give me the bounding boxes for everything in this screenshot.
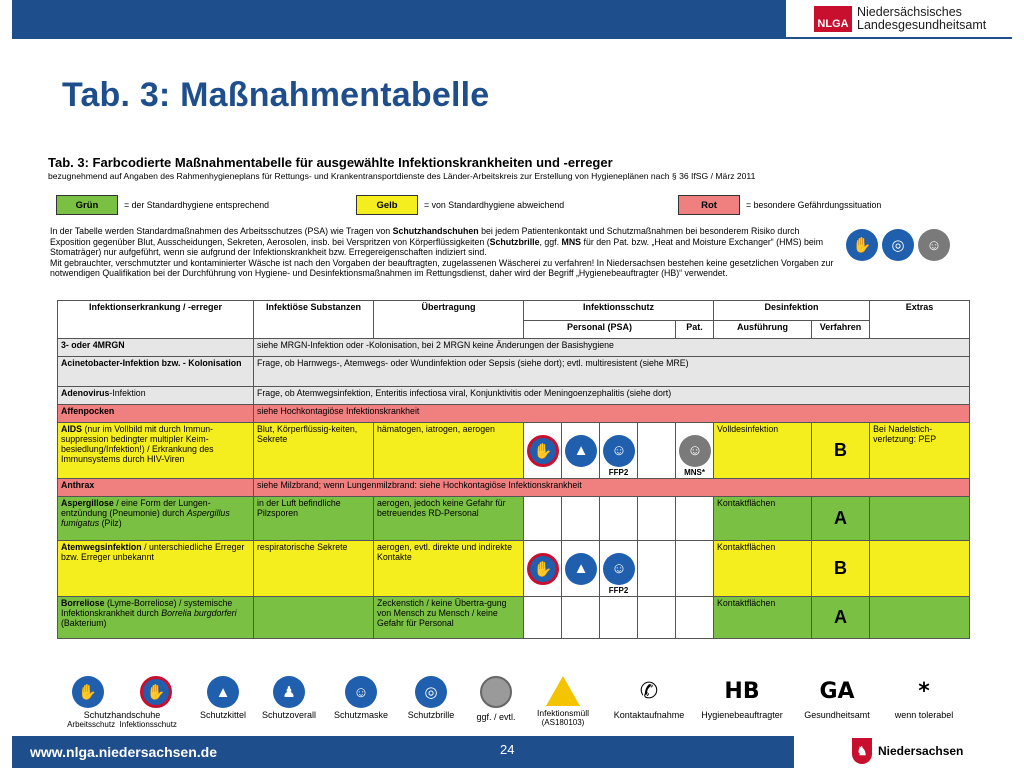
legend-star: * wenn tolerabel [894,679,954,720]
row-text: siehe MRGN-Infektion oder -Kolonisation, bei 2 MRGN keine Änderungen der Basishygiene [254,339,970,357]
row-execution: Kontaktflächen [714,497,812,541]
measures-table [57,300,970,639]
col-header-pat: Pat. [676,321,714,339]
row-name: Anthrax [61,480,95,490]
mask-icon: ☺ [918,229,950,261]
row-substances: in der Luft befindliche Pilzsporen [254,497,374,541]
mask-icon: ☺ [679,435,711,467]
row-text: Frage, ob Harnwegs-, Atemwegs- oder Wundinfektion oder Sepsis (siehe dort); evtl. multiresistent (siehe MRE) [254,357,970,387]
legend-optional: ggf. / evtl. [468,676,524,722]
horse-crest-icon: ♞ [852,738,872,764]
legend-green-text: = der Standardhygiene entsprechend [124,200,270,210]
col-header-psa: Personal (PSA) [524,321,676,339]
legend-yellow: Gelb [356,195,418,215]
col-header-protection: Infektionsschutz [524,301,714,321]
legend-ga: GA Gesundheitsamt [804,679,870,720]
legend-phone: ✆ Kontaktaufnahme [604,676,694,720]
mns-label: MNS* [684,468,705,477]
nlga-logo-mark: NLGA [814,6,852,32]
intro-paragraph-2: Mit gebrauchter, verschmutzter und kontaminierter Wäsche ist nach den Vorgaben der beauftragten, zugelassenen Wäscherei zu verfahren! In Niedersachsen bestehen keine gesetzlichen Vorgaben zur notwendigen Qualifikation bei der Durchführung von Hygiene- und Desinfektionsmaßnahmen im Rettungsdienst, daher wird der Begriff „Hygienebeauftragter (HB)“ verwendet. [50,257,834,279]
nlga-logo-text: Niedersächsisches Landesgesundheitsamt [857,5,987,32]
row-execution: Volldesinfektion [714,423,812,479]
col-header-execution: Ausführung [714,321,812,339]
table-row [58,357,970,387]
row-substances: Blut, Körperflüssig-keiten, Sekrete [254,423,374,479]
col-header-disease: Infektionserkrankung / -erreger [58,301,254,339]
table-row [58,541,970,597]
icon-legend [58,676,978,728]
row-transmission: aerogen, evtl. direkte und indirekte Kontakte [374,541,524,597]
page-number: 24 [500,742,515,757]
legend-green: Grün [56,195,118,215]
table-row [58,497,970,541]
doc-header [48,155,978,181]
slide-title: Tab. 3: Maßnahmentabelle [62,76,490,114]
gown-icon: ▲ [565,553,597,585]
table-row [58,339,970,357]
table-row [58,423,970,479]
gown-icon: ▲ [565,435,597,467]
phone-icon: ✆ [639,679,659,704]
legend-mask: ☺ Schutzmaske [328,676,394,720]
row-text: siehe Hochkontagiöse Infektionskrankheit [254,405,970,423]
mask-icon: ☺ [603,435,635,467]
legend-hb: HB Hygienebeauftragter [701,679,783,720]
row-text: siehe Milzbrand; wenn Lungenmilzbrand: siehe Hochkontagiöse Infektionskrankheit [254,479,970,497]
table-row [58,405,970,423]
gloves-icon: ✋ [527,553,559,585]
row-procedure: B [812,541,870,597]
row-procedure: A [812,597,870,639]
row-transmission: aerogen, jedoch keine Gefahr für betreuendes RD-Personal [374,497,524,541]
color-legend [56,194,887,216]
row-execution: Kontaktflächen [714,597,812,639]
row-procedure: B [812,423,870,479]
legend-goggles: ◎ Schutzbrille [400,676,462,720]
gloves-icon: ✋ [72,676,104,708]
gown-icon: ▲ [207,676,239,708]
row-extras: Bei Nadelstich-verletzung: PEP [870,423,970,479]
legend-overall: ♟ Schutzoverall [256,676,322,720]
col-header-disinfection: Desinfektion [714,301,870,321]
doc-subheading: bezugnehmend auf Angaben des Rahmenhygieneplans für Rettungs- und Krankentransportdienste des Länder-Arbeitskreis zur Erstellung von Hygieneplänen nach § 36 IfSG / März 2011 [48,171,756,181]
legend-yellow-text: = von Standardhygiene abweichend [424,200,565,210]
mask-icon: ☺ [603,553,635,585]
row-name: Acinetobacter-Infektion bzw. - Kolonisation [61,358,242,368]
table-row [58,479,970,497]
legend-red-text: = besondere Gefährdungssituation [746,200,882,210]
legend-waste: Infektionsmüll (AS180103) [528,676,598,727]
row-name: Borreliose (Lyme-Borreliose) / systemische Infektionskrankheit durch Borrelia burgdorferi (Bakterium) [58,597,254,639]
gloves-infection-icon: ✋ [140,676,172,708]
table-row [58,597,970,639]
row-name: Adenovirus-Infektion [58,387,254,405]
ffp2-label: FFP2 [608,586,629,595]
ffp2-label: FFP2 [608,468,629,477]
legend-gloves: ✋ ✋ Schutzhandschuhe Arbeitsschutz Infektionsschutz [58,676,186,729]
row-execution: Kontaktflächen [714,541,812,597]
legend-red: Rot [678,195,740,215]
row-transmission: hämatogen, iatrogen, aerogen [374,423,524,479]
doc-heading: Tab. 3: Farbcodierte Maßnahmentabelle für ausgewählte Infektionskrankheiten und -erreger [48,155,613,170]
col-header-substances: Infektiöse Substanzen [254,301,374,339]
row-name: AIDS (nur im Vollbild mit durch Immun-suppression bedingter multipler Keim-besiedlung/Infektion!) / Erkrankung des Immunsystems durch HIV-Viren [58,423,254,479]
gloves-icon: ✋ [846,229,878,261]
row-procedure: A [812,497,870,541]
row-text: Frage, ob Atemwegsinfektion, Enteritis infectiosa viral, Konjunktivitis oder Meningoenzephalitis (siehe dort) [254,387,970,405]
row-name: 3- oder 4MRGN [61,340,125,350]
goggles-icon: ◎ [415,676,447,708]
biohazard-icon [546,676,580,706]
overall-icon: ♟ [273,676,305,708]
goggles-icon: ◎ [882,229,914,261]
nlga-logo [814,4,986,34]
row-name: Affenpocken [61,406,115,416]
col-header-transmission: Übertragung [374,301,524,339]
row-transmission: Zeckenstich / keine Übertra-gung von Mensch zu Mensch / keine Gefahr für Personal [374,597,524,639]
legend-gown: ▲ Schutzkittel [192,676,254,720]
niedersachsen-logo: ♞ Niedersachsen [852,738,963,764]
standard-ppe-icons [846,229,950,261]
top-bar [12,0,786,37]
intro-text [50,226,840,279]
optional-icon [480,676,512,708]
mask-icon: ☺ [345,676,377,708]
col-header-extras: Extras [870,301,970,339]
col-header-procedure: Verfahren [812,321,870,339]
gloves-icon: ✋ [527,435,559,467]
table-row [58,387,970,405]
row-name: Aspergillose / eine Form der Lungen-entzündung (Pneumonie) durch Aspergillus fumigatus (Pilz) [58,497,254,541]
row-substances: respiratorische Sekrete [254,541,374,597]
top-divider [12,37,1012,39]
footer-url[interactable]: www.nlga.niedersachsen.de [30,744,217,760]
row-name: Atemwegsinfektion / unterschiedliche Erreger bzw. Erreger unbekannt [58,541,254,597]
intro-paragraph-1: In der Tabelle werden Standardmaßnahmen des Arbeitsschutzes (PSA) wie Tragen von Schutzhandschuhen bei jedem Patientenkontakt und Schutzmaßnahmen bei besonderem Risiko durch Exposition gegenüber Blut, Ausscheidungen, Sekreten, Aerosolen, insb. bei Verspritzen von Körperflüssigkeiten (Schutzbrille, ggf. MNS für den Pat. bzw. „Heat and Moisture Exchanger“ (HMS) beim Stomaträger) nur aufgeführt, wenn sie aufgrund der Infektionskrankheit bzw. Erregereigenschaften indiziert sind. [50,226,824,258]
